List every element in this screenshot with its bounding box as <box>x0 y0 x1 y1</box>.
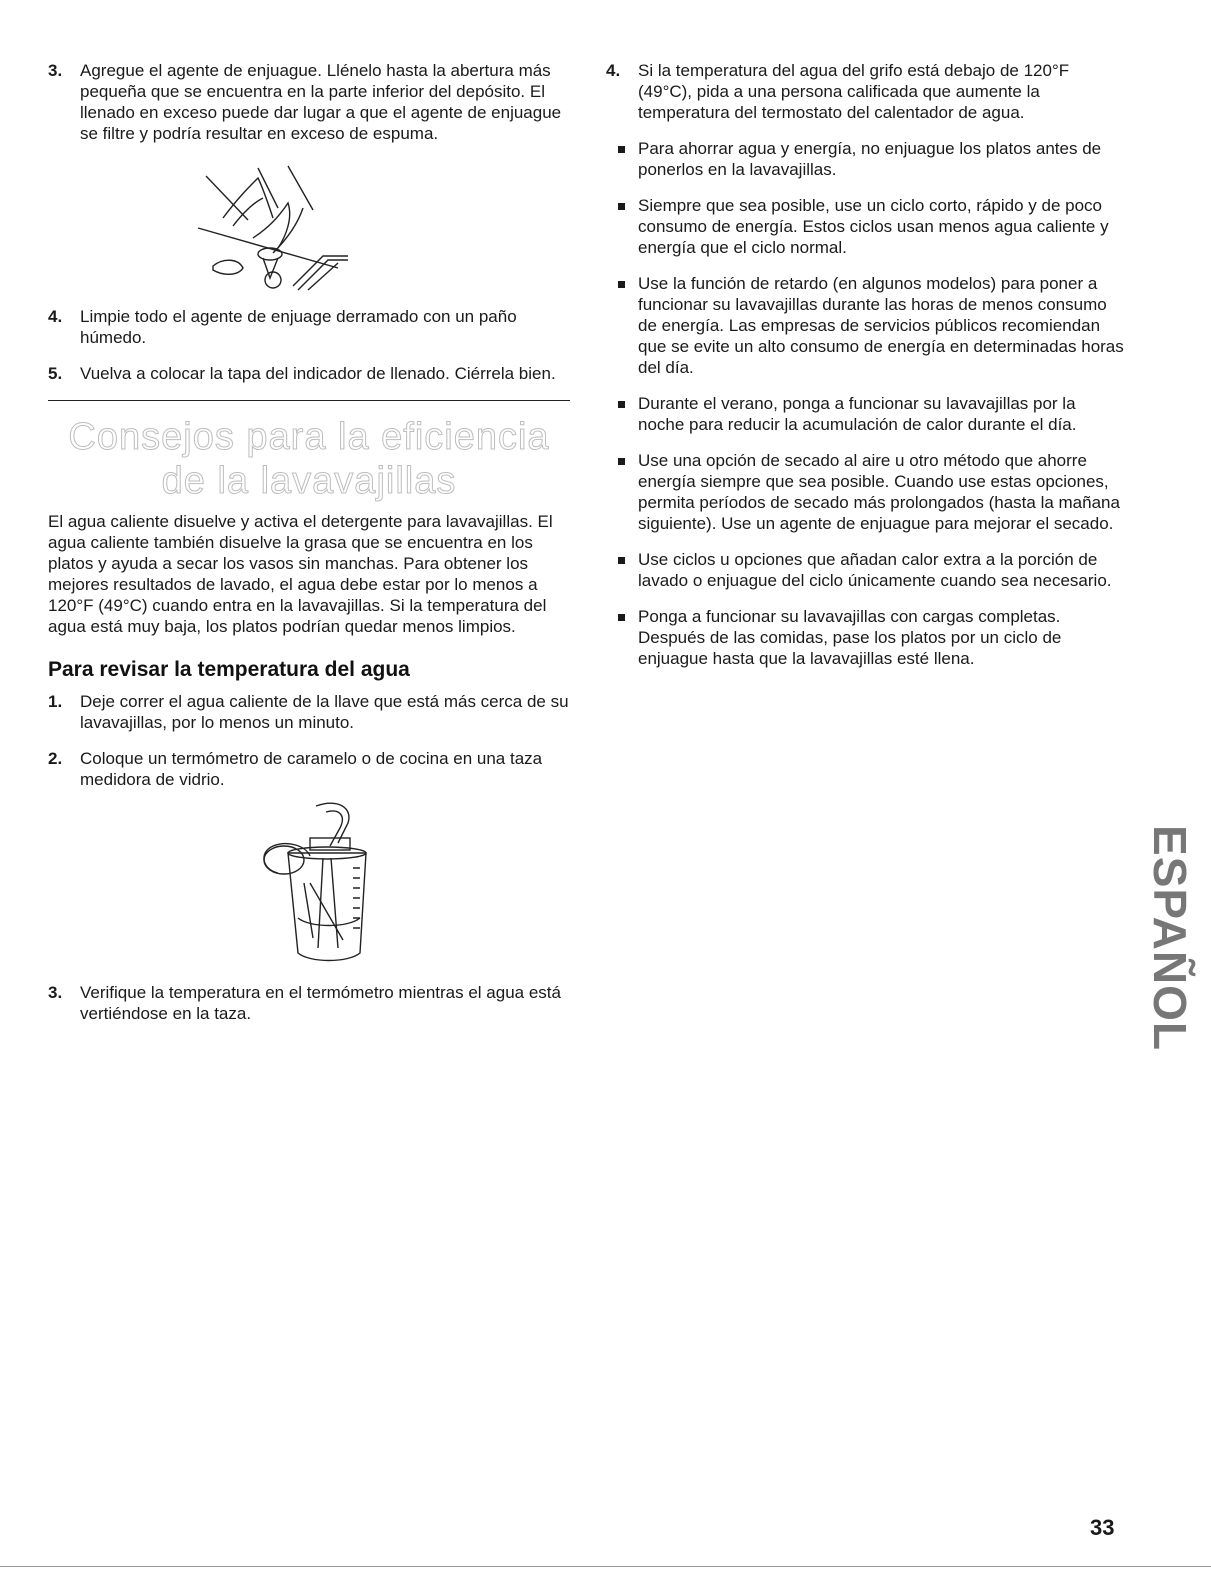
step-number: 3. <box>48 983 63 1002</box>
thermometer-cup-illustration <box>48 798 570 968</box>
intro-paragraph: El agua caliente disuelve y activa el detergente para lavavajillas. El agua caliente también disuelve la grasa que se encuentra en los platos y ayuda a secar los vasos sin manchas. Para obtener los mejores resultados de lavado, el agua debe estar por lo menos a 120°F (49°C) cuando entra en la lavavajillas. Si la temperatura del agua está muy baja, los platos podrían quedar menos limpios. <box>48 512 553 636</box>
step-2-thermometer <box>48 748 570 790</box>
step-5-replace-cap <box>48 363 570 384</box>
step-text: Si la temperatura del agua del grifo está debajo de 120°F (49°C), pida a una persona calificada que aumente la temperatura del termostato del calentador de agua. <box>638 61 1070 122</box>
list-item <box>606 138 1126 180</box>
step-number: 5. <box>48 364 63 383</box>
bullet-text: Use ciclos u opciones que añadan calor extra a la porción de lavado o enjuague del ciclo únicamente cuando sea necesario. <box>638 550 1112 590</box>
list-item <box>606 273 1126 378</box>
rinse-aid-pour-illustration <box>48 158 570 298</box>
bullet-text: Ponga a funcionar su lavavajillas con cargas completas. Después de las comidas, pase los platos por un ciclo de enjuague hasta que la lavavajillas esté llena. <box>638 607 1062 668</box>
bullet-square-icon <box>618 557 625 564</box>
step-text: Deje correr el agua caliente de la llave que está más cerca de su lavavajillas, por lo menos un minuto. <box>80 692 569 732</box>
step-3-verify <box>48 982 570 1024</box>
bullet-square-icon <box>618 614 625 621</box>
section-heading-line2: de la lavavajillas <box>161 460 457 502</box>
step-number: 4. <box>606 61 621 80</box>
section-heading <box>48 415 570 503</box>
step-1-run-water <box>48 691 570 733</box>
list-item <box>606 549 1126 591</box>
bullet-text: Use una opción de secado al aire u otro método que ahorre energía siempre que sea posible. Cuando use estas opciones, permita períodos de secado más prolongados (hasta la mañana siguiente). Use un agente de enjuague para mejorar el secado. <box>638 451 1120 533</box>
bullet-text: Siempre que sea posible, use un ciclo corto, rápido y de poco consumo de energía. Estos ciclos usan menos agua caliente y energía que el ciclo normal. <box>638 196 1109 257</box>
page-bottom-rule <box>0 1566 1211 1567</box>
step-text: Agregue el agente de enjuague. Llénelo hasta la abertura más pequeña que se encuentra en la parte inferior del depósito. El llenado en exceso puede dar lugar a que el agente de enjuague se filtre y podría resultar en exceso de espuma. <box>80 61 562 143</box>
step-text: Verifique la temperatura en el termómetro mientras el agua está vertiéndose en la taza. <box>80 983 561 1023</box>
left-column <box>48 60 570 1024</box>
bullet-square-icon <box>618 281 625 288</box>
language-side-tab <box>1144 820 1197 1056</box>
language-label: ESPAÑOL <box>1144 825 1197 1051</box>
step-text: Vuelva a colocar la tapa del indicador de llenado. Ciérrela bien. <box>80 364 556 383</box>
right-column <box>606 60 1126 669</box>
list-item <box>606 393 1126 435</box>
page-number: 33 <box>1090 1515 1115 1540</box>
section-heading-line1: Consejos para la eficiencia <box>68 416 550 458</box>
bullet-text: Use la función de retardo (en algunos modelos) para poner a funcionar su lavavajillas durante las horas de menos consumo de energía. Las empresas de servicios públicos recomiendan que se evite un alto consumo de energía en determinadas horas del día. <box>638 274 1124 377</box>
step-3-rinse-aid <box>48 60 570 144</box>
bullet-text: Para ahorrar agua y energía, no enjuague los platos antes de ponerlos en la lavavajillas. <box>638 139 1102 179</box>
bullet-square-icon <box>618 458 625 465</box>
step-number: 1. <box>48 692 63 711</box>
step-text: Limpie todo el agente de enjuage derramado con un paño húmedo. <box>80 307 517 347</box>
step-text: Coloque un termómetro de caramelo o de cocina en una taza medidora de vidrio. <box>80 749 543 789</box>
list-item <box>606 606 1126 669</box>
step-4-thermostat <box>606 60 1126 123</box>
step-number: 3. <box>48 61 63 80</box>
bullet-square-icon <box>618 146 625 153</box>
step-number: 2. <box>48 749 63 768</box>
list-item <box>606 450 1126 534</box>
bullet-square-icon <box>618 401 625 408</box>
subheading: Para revisar la temperatura del agua <box>48 658 410 681</box>
list-item <box>606 195 1126 258</box>
bullet-square-icon <box>618 203 625 210</box>
step-4-wipe <box>48 306 570 348</box>
step-number: 4. <box>48 307 63 326</box>
bullet-text: Durante el verano, ponga a funcionar su lavavajillas por la noche para reducir la acumulación de calor durante el día. <box>638 394 1077 434</box>
